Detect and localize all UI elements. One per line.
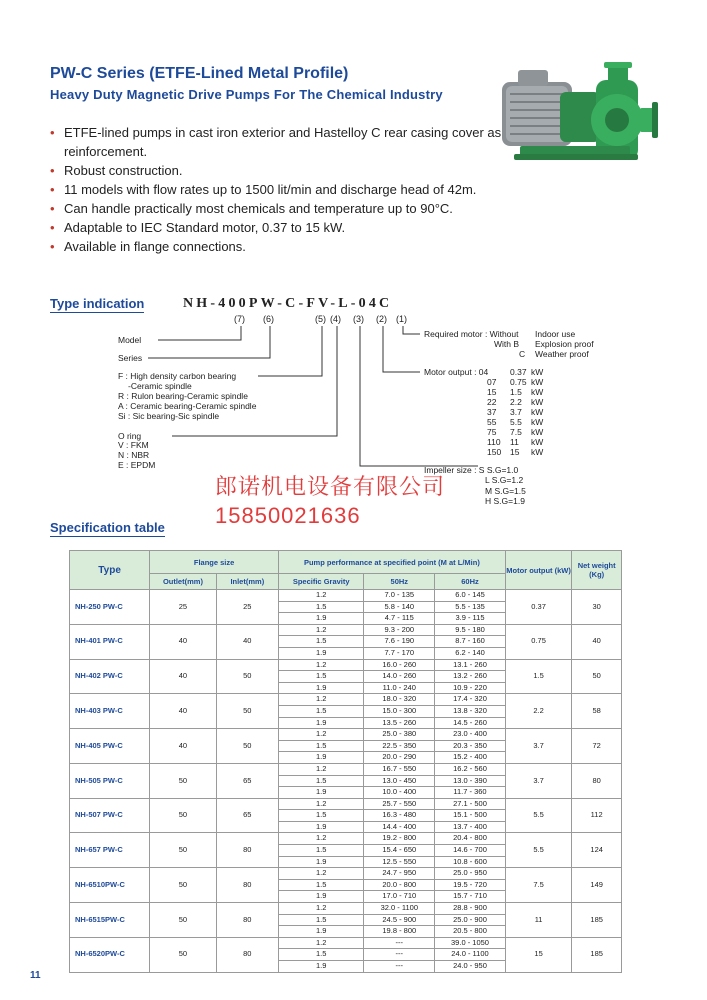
bullet-icon: • [50, 163, 55, 178]
cell-60hz: 15.7 - 710 [435, 891, 506, 903]
motor-output-kw: 7.5 [510, 427, 522, 437]
cell-50hz: 19.8 - 800 [364, 926, 435, 938]
cell-weight: 149 [572, 868, 622, 903]
oring-option: N : NBR [118, 450, 150, 460]
motor-output-code: 55 [487, 417, 497, 427]
cell-outlet: 40 [150, 624, 216, 659]
cell-inlet: 65 [216, 798, 278, 833]
table-row [70, 694, 622, 706]
cell-sg: 1.9 [278, 647, 363, 659]
table-row [70, 833, 622, 845]
cell-60hz: 14.6 - 700 [435, 845, 506, 857]
cell-sg: 1.5 [278, 671, 363, 683]
cell-type: NH-507 PW-C [70, 798, 150, 833]
cell-inlet: 25 [216, 590, 278, 625]
motor-output-unit: kW [531, 427, 544, 437]
table-row [70, 903, 622, 915]
cell-60hz: 6.2 - 140 [435, 647, 506, 659]
table-row [70, 659, 622, 671]
cell-weight: 50 [572, 659, 622, 694]
motor-output-label: Motor output : 04 [424, 367, 489, 377]
spec-table-heading: Specification table [50, 520, 165, 535]
cell-type: NH-657 PW-C [70, 833, 150, 868]
impeller-label: Impeller size : S S.G=1.0 [424, 465, 519, 475]
motor-output-kw: 15 [510, 447, 520, 457]
cell-60hz: 15.2 - 400 [435, 752, 506, 764]
spindle-option: F : High density carbon bearing [118, 371, 237, 381]
cell-50hz: 24.7 - 950 [364, 868, 435, 880]
cell-sg: 1.9 [278, 856, 363, 868]
col-header-weight: Net weight (Kg) [572, 551, 622, 590]
cell-60hz: 20.4 - 800 [435, 833, 506, 845]
cell-sg: 1.9 [278, 613, 363, 625]
cell-sg: 1.5 [278, 810, 363, 822]
cell-50hz: 25.7 - 550 [364, 798, 435, 810]
cell-sg: 1.2 [278, 798, 363, 810]
cell-sg: 1.9 [278, 682, 363, 694]
cell-50hz: 4.7 - 115 [364, 613, 435, 625]
col-header-type: Type [70, 551, 150, 590]
motor-output-code: 37 [487, 407, 497, 417]
motor-output-code: 07 [487, 377, 497, 387]
motor-output-kw: 1.5 [510, 387, 522, 397]
watermark-phone: 15850021636 [215, 503, 361, 528]
cell-sg: 1.5 [278, 879, 363, 891]
cell-outlet: 50 [150, 763, 216, 798]
table-row [70, 590, 622, 602]
cell-50hz: 16.7 - 550 [364, 763, 435, 775]
motor-output-unit: kW [531, 397, 544, 407]
motor-output-code: 22 [487, 397, 497, 407]
cell-inlet: 50 [216, 659, 278, 694]
cell-50hz: 25.0 - 380 [364, 729, 435, 741]
cell-50hz: 16.3 - 480 [364, 810, 435, 822]
cell-outlet: 50 [150, 798, 216, 833]
table-row [70, 798, 622, 810]
motor-output-kw: 0.37 [510, 367, 527, 377]
cell-weight: 112 [572, 798, 622, 833]
cell-50hz: --- [364, 949, 435, 961]
page-subtitle: Heavy Duty Magnetic Drive Pumps For The Chemical Industry [50, 87, 443, 102]
table-row [70, 937, 622, 949]
cell-50hz: 14.4 - 400 [364, 821, 435, 833]
cell-50hz: --- [364, 937, 435, 949]
cell-sg: 1.5 [278, 636, 363, 648]
code-index: (6) [263, 314, 274, 324]
col-header-flange: Flange size [150, 551, 279, 574]
cell-sg: 1.2 [278, 833, 363, 845]
feature-item: • ETFE-lined pumps in cast iron exterior and Hastelloy C rear casing cover as reinforcement. [50, 125, 502, 159]
cell-weight: 185 [572, 903, 622, 938]
code-index: (1) [396, 314, 407, 324]
cell-50hz: 18.0 - 320 [364, 694, 435, 706]
motor-output-code: 75 [487, 427, 497, 437]
motor-output-kw: 11 [510, 437, 519, 447]
cell-60hz: 24.0 - 950 [435, 961, 506, 973]
model-label: Model [118, 335, 142, 345]
cell-60hz: 11.7 - 360 [435, 787, 506, 799]
cell-weight: 40 [572, 624, 622, 659]
table-row [70, 729, 622, 741]
spec-table-body [70, 590, 622, 973]
cell-motor: 2.2 [505, 694, 571, 729]
code-index: (5) [315, 314, 326, 324]
cell-inlet: 80 [216, 868, 278, 903]
cell-type: NH-6515PW-C [70, 903, 150, 938]
cell-60hz: 20.3 - 350 [435, 740, 506, 752]
code-index: (2) [376, 314, 387, 324]
required-motor-label: Required motor : Without [424, 329, 519, 339]
cell-inlet: 50 [216, 694, 278, 729]
bullet-icon: • [50, 201, 55, 216]
cell-inlet: 80 [216, 937, 278, 972]
page-title: PW-C Series (ETFE-Lined Metal Profile) [50, 65, 349, 82]
cell-sg: 1.2 [278, 729, 363, 741]
cell-50hz: 15.4 - 650 [364, 845, 435, 857]
bullet-icon: • [50, 125, 55, 140]
cell-50hz: 32.0 - 1100 [364, 903, 435, 915]
cell-inlet: 65 [216, 763, 278, 798]
cell-sg: 1.5 [278, 601, 363, 613]
cell-sg: 1.9 [278, 891, 363, 903]
cell-60hz: 24.0 - 1100 [435, 949, 506, 961]
code-index: (3) [353, 314, 364, 324]
motor-output-code: 150 [487, 447, 502, 457]
cell-60hz: 5.5 - 135 [435, 601, 506, 613]
spindle-option: Si : Sic bearing-Sic spindle [118, 411, 220, 421]
cell-60hz: 6.0 - 145 [435, 590, 506, 602]
cell-sg: 1.5 [278, 949, 363, 961]
series-label: Series [118, 353, 143, 363]
col-header-inlet: Inlet(mm) [216, 574, 278, 590]
cell-sg: 1.2 [278, 624, 363, 636]
motor-output-kw: 0.75 [510, 377, 527, 387]
motor-output-unit: kW [531, 417, 544, 427]
cell-50hz: 9.3 - 200 [364, 624, 435, 636]
cell-60hz: 25.0 - 900 [435, 914, 506, 926]
cell-50hz: 14.0 - 260 [364, 671, 435, 683]
watermark-company: 郎诺机电设备有限公司 [215, 474, 446, 499]
cell-sg: 1.9 [278, 717, 363, 729]
cell-motor: 3.7 [505, 763, 571, 798]
motor-output-unit: kW [531, 377, 544, 387]
cell-sg: 1.5 [278, 775, 363, 787]
cell-60hz: 25.0 - 950 [435, 868, 506, 880]
cell-50hz: 22.5 - 350 [364, 740, 435, 752]
cell-motor: 7.5 [505, 868, 571, 903]
cell-type: NH-6520PW-C [70, 937, 150, 972]
cell-sg: 1.2 [278, 903, 363, 915]
motor-output-code: 15 [487, 387, 497, 397]
cell-sg: 1.5 [278, 845, 363, 857]
cell-50hz: 13.5 - 260 [364, 717, 435, 729]
cell-outlet: 50 [150, 937, 216, 972]
cell-60hz: 9.5 - 180 [435, 624, 506, 636]
feature-item: • Robust construction. [50, 163, 183, 178]
cell-sg: 1.2 [278, 590, 363, 602]
cell-motor: 11 [505, 903, 571, 938]
bullet-icon: • [50, 220, 55, 235]
feature-item: • Can handle practically most chemicals and temperature up to 90°C. [50, 201, 453, 216]
col-header-outlet: Outlet(mm) [150, 574, 216, 590]
cell-60hz: 13.0 - 390 [435, 775, 506, 787]
cell-50hz: 13.0 - 450 [364, 775, 435, 787]
motor-output-code: 110 [487, 437, 501, 447]
cell-sg: 1.5 [278, 914, 363, 926]
cell-inlet: 80 [216, 833, 278, 868]
col-header-motor: Motor output (kW) [505, 551, 571, 590]
cell-motor: 1.5 [505, 659, 571, 694]
cell-type: NH-405 PW-C [70, 729, 150, 764]
cell-60hz: 14.5 - 260 [435, 717, 506, 729]
cell-outlet: 25 [150, 590, 216, 625]
impeller-option: H S.G=1.9 [485, 496, 525, 506]
cell-60hz: 27.1 - 500 [435, 798, 506, 810]
feature-item: • Adaptable to IEC Standard motor, 0.37 to 15 kW. [50, 220, 346, 235]
cell-sg: 1.9 [278, 926, 363, 938]
cell-60hz: 13.8 - 320 [435, 705, 506, 717]
cell-50hz: 24.5 - 900 [364, 914, 435, 926]
cell-sg: 1.9 [278, 752, 363, 764]
oring-option: E : EPDM [118, 460, 156, 470]
cell-outlet: 50 [150, 868, 216, 903]
cell-weight: 30 [572, 590, 622, 625]
cell-outlet: 50 [150, 833, 216, 868]
cell-sg: 1.5 [278, 740, 363, 752]
cell-sg: 1.9 [278, 787, 363, 799]
table-row [70, 763, 622, 775]
cell-type: NH-401 PW-C [70, 624, 150, 659]
cell-type: NH-6510PW-C [70, 868, 150, 903]
cell-motor: 15 [505, 937, 571, 972]
cell-weight: 58 [572, 694, 622, 729]
cell-50hz: 17.0 - 710 [364, 891, 435, 903]
cell-50hz: 7.0 - 135 [364, 590, 435, 602]
cell-60hz: 13.2 - 260 [435, 671, 506, 683]
cell-50hz: 7.6 - 190 [364, 636, 435, 648]
cell-weight: 185 [572, 937, 622, 972]
cell-weight: 80 [572, 763, 622, 798]
motor-output-unit: kW [531, 407, 544, 417]
cell-60hz: 23.0 - 400 [435, 729, 506, 741]
motor-output-unit: kW [531, 367, 544, 377]
motor-output-kw: 2.2 [510, 397, 522, 407]
cell-outlet: 40 [150, 659, 216, 694]
cell-outlet: 40 [150, 729, 216, 764]
cell-motor: 0.75 [505, 624, 571, 659]
type-indication-heading: Type indication [50, 296, 145, 311]
page-number: 11 [30, 970, 41, 981]
code-index: (4) [330, 314, 341, 324]
cell-60hz: 28.8 - 900 [435, 903, 506, 915]
cell-60hz: 20.5 - 800 [435, 926, 506, 938]
cell-type: NH-505 PW-C [70, 763, 150, 798]
feature-item: • 11 models with flow rates up to 1500 lit/min and discharge head of 42m. [50, 182, 477, 197]
cell-50hz: 5.8 - 140 [364, 601, 435, 613]
cell-60hz: 17.4 - 320 [435, 694, 506, 706]
required-motor-desc: Indoor use [535, 329, 576, 339]
spindle-option: -Ceramic spindle [128, 381, 192, 391]
cell-50hz: 19.2 - 800 [364, 833, 435, 845]
cell-50hz: 10.0 - 400 [364, 787, 435, 799]
cell-sg: 1.2 [278, 937, 363, 949]
cell-motor: 5.5 [505, 798, 571, 833]
impeller-option: L S.G=1.2 [485, 475, 524, 485]
cell-60hz: 8.7 - 160 [435, 636, 506, 648]
cell-motor: 0.37 [505, 590, 571, 625]
cell-50hz: 11.0 - 240 [364, 682, 435, 694]
cell-sg: 1.2 [278, 763, 363, 775]
cell-weight: 72 [572, 729, 622, 764]
cell-type: NH-403 PW-C [70, 694, 150, 729]
table-row [70, 868, 622, 880]
cell-inlet: 50 [216, 729, 278, 764]
cell-sg: 1.2 [278, 694, 363, 706]
cell-50hz: 20.0 - 800 [364, 879, 435, 891]
motor-output-unit: kW [531, 447, 544, 457]
col-header-sg: Specific Gravity [278, 574, 363, 590]
impeller-option: M S.G=1.5 [485, 486, 526, 496]
oring-option: V : FKM [118, 440, 149, 450]
col-header-performance: Pump performance at specified point (M at L/Min) [278, 551, 505, 574]
spindle-option: A : Ceramic bearing-Ceramic spindle [118, 401, 257, 411]
cell-sg: 1.9 [278, 961, 363, 973]
cell-sg: 1.2 [278, 659, 363, 671]
cell-type: NH-402 PW-C [70, 659, 150, 694]
required-motor-code: With B [494, 339, 520, 349]
cell-50hz: 15.0 - 300 [364, 705, 435, 717]
motor-output-unit: kW [531, 387, 544, 397]
cell-inlet: 40 [216, 624, 278, 659]
required-motor-desc: Explosion proof [535, 339, 594, 349]
cell-type: NH-250 PW-C [70, 590, 150, 625]
cell-outlet: 50 [150, 903, 216, 938]
cell-60hz: 15.1 - 500 [435, 810, 506, 822]
cell-sg: 1.9 [278, 821, 363, 833]
code-index: (7) [234, 314, 245, 324]
feature-item: • Available in flange connections. [50, 239, 246, 254]
cell-60hz: 3.9 - 115 [435, 613, 506, 625]
required-motor-code: C [519, 349, 526, 359]
cell-50hz: 16.0 - 260 [364, 659, 435, 671]
cell-60hz: 10.9 - 220 [435, 682, 506, 694]
cell-60hz: 13.7 - 400 [435, 821, 506, 833]
cell-motor: 3.7 [505, 729, 571, 764]
cell-60hz: 19.5 - 720 [435, 879, 506, 891]
cell-inlet: 80 [216, 903, 278, 938]
spindle-option: R : Rulon bearing-Ceramic spindle [118, 391, 248, 401]
oring-label: O ring [118, 431, 142, 441]
required-motor-desc: Weather proof [535, 349, 589, 359]
cell-sg: 1.5 [278, 705, 363, 717]
cell-sg: 1.2 [278, 868, 363, 880]
cell-motor: 5.5 [505, 833, 571, 868]
bullet-icon: • [50, 182, 55, 197]
cell-weight: 124 [572, 833, 622, 868]
cell-60hz: 39.0 - 1050 [435, 937, 506, 949]
cell-outlet: 40 [150, 694, 216, 729]
cell-50hz: 12.5 - 550 [364, 856, 435, 868]
cell-50hz: --- [364, 961, 435, 973]
motor-output-kw: 5.5 [510, 417, 522, 427]
cell-60hz: 10.8 - 600 [435, 856, 506, 868]
cell-60hz: 16.2 - 560 [435, 763, 506, 775]
spec-table [69, 550, 622, 973]
cell-50hz: 20.0 - 290 [364, 752, 435, 764]
cell-50hz: 7.7 - 170 [364, 647, 435, 659]
model-code: NH-400PW-C-FV-L-04C [183, 296, 393, 311]
table-row [70, 624, 622, 636]
col-header-60hz: 60Hz [435, 574, 506, 590]
cell-60hz: 13.1 - 260 [435, 659, 506, 671]
motor-output-unit: kW [531, 437, 544, 447]
bullet-icon: • [50, 239, 55, 254]
col-header-50hz: 50Hz [364, 574, 435, 590]
motor-output-kw: 3.7 [510, 407, 522, 417]
